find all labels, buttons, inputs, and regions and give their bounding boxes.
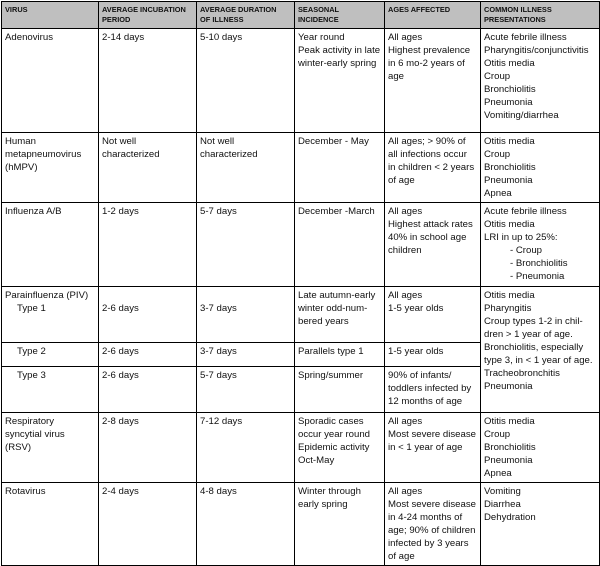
header-incubation: AVERAGE INCUBATION PERIOD: [99, 2, 197, 29]
cell-incubation: 2-8 days: [99, 413, 197, 483]
cell-incubation: 2-6 days: [99, 367, 197, 413]
cell-presentations: Acute febrile illness Otitis media LRI in up to 25%: - Croup - Bronchiolitis - Pneumonia: [481, 203, 600, 287]
cell-ages: All ages Highest attack rates 40% in school age children: [385, 203, 481, 287]
table-row-influenza: [2, 203, 600, 287]
table-row-rotavirus: [2, 483, 600, 566]
cell-ages: 90% of infants/ toddlers infected by 12 months of age: [385, 367, 481, 413]
cell-virus: Type 3: [2, 367, 99, 413]
cell-ages: All ages Highest prevalence in 6 mo-2 years of age: [385, 29, 481, 133]
cell-season: December -March: [295, 203, 385, 287]
cell-presentations: Otitis media Pharyngitis Croup types 1-2 in chil- dren > 1 year of age. Bronchiolitis, especially type 3, in < 1 year of age. Tracheobronchitis Pneumonia: [481, 287, 600, 413]
cell-virus: Human metapneumovirus (hMPV): [2, 133, 99, 203]
header-row: [2, 2, 600, 29]
cell-incubation: Not well characterized: [99, 133, 197, 203]
cell-duration: 4-8 days: [197, 483, 295, 566]
cell-virus: Influenza A/B: [2, 203, 99, 287]
cell-incubation: 2-6 days: [99, 343, 197, 367]
cell-virus: Type 2: [2, 343, 99, 367]
cell-virus: Rotavirus: [2, 483, 99, 566]
cell-duration: 3-7 days: [197, 287, 295, 343]
cell-ages: All ages; > 90% of all infections occur in children < 2 years of age: [385, 133, 481, 203]
cell-duration: Not well characterized: [197, 133, 295, 203]
cell-season: Sporadic cases occur year round Epidemic activity Oct-May: [295, 413, 385, 483]
cell-incubation: 1-2 days: [99, 203, 197, 287]
cell-duration: 5-7 days: [197, 367, 295, 413]
cell-incubation: 2-6 days: [99, 287, 197, 343]
table-row-hmpv: [2, 133, 600, 203]
table-row-rsv: [2, 413, 600, 483]
cell-presentations: Otitis media Croup Bronchiolitis Pneumonia Apnea: [481, 133, 600, 203]
table-row-adenovirus: [2, 29, 600, 133]
cell-duration: 7-12 days: [197, 413, 295, 483]
table-row-parainfluenza-type1: [2, 287, 600, 343]
virus-table: [1, 1, 600, 566]
cell-season: Winter through early spring: [295, 483, 385, 566]
cell-season: December - May: [295, 133, 385, 203]
cell-ages: All ages Most severe disease in < 1 year of age: [385, 413, 481, 483]
cell-season: Late autumn-early winter odd-num- bered years: [295, 287, 385, 343]
cell-virus: Parainfluenza (PIV) Type 1: [2, 287, 99, 343]
cell-ages: 1-5 year olds: [385, 343, 481, 367]
cell-incubation: 2-14 days: [99, 29, 197, 133]
header-presentations: COMMON ILLNESS PRESENTATIONS: [481, 2, 600, 29]
cell-virus: Respiratory syncytial virus (RSV): [2, 413, 99, 483]
header-duration: AVERAGE DURATION OF ILLNESS: [197, 2, 295, 29]
header-season: SEASONAL INCIDENCE: [295, 2, 385, 29]
cell-duration: 5-7 days: [197, 203, 295, 287]
header-ages: AGES AFFECTED: [385, 2, 481, 29]
cell-ages: All ages Most severe disease in 4-24 months of age; 90% of children infected by 3 years of age: [385, 483, 481, 566]
cell-ages: All ages 1-5 year olds: [385, 287, 481, 343]
cell-incubation: 2-4 days: [99, 483, 197, 566]
header-virus: VIRUS: [2, 2, 99, 29]
cell-presentations: Vomiting Diarrhea Dehydration: [481, 483, 600, 566]
cell-virus: Adenovirus: [2, 29, 99, 133]
cell-presentations: Otitis media Croup Bronchiolitis Pneumonia Apnea: [481, 413, 600, 483]
table-header: [2, 2, 600, 29]
cell-season: Year round Peak activity in late winter-early spring: [295, 29, 385, 133]
cell-season: Spring/summer: [295, 367, 385, 413]
cell-season: Parallels type 1: [295, 343, 385, 367]
cell-presentations: Acute febrile illness Pharyngitis/conjunctivitis Otitis media Croup Bronchiolitis Pneumonia Vomiting/diarrhea: [481, 29, 600, 133]
cell-duration: 3-7 days: [197, 343, 295, 367]
cell-duration: 5-10 days: [197, 29, 295, 133]
